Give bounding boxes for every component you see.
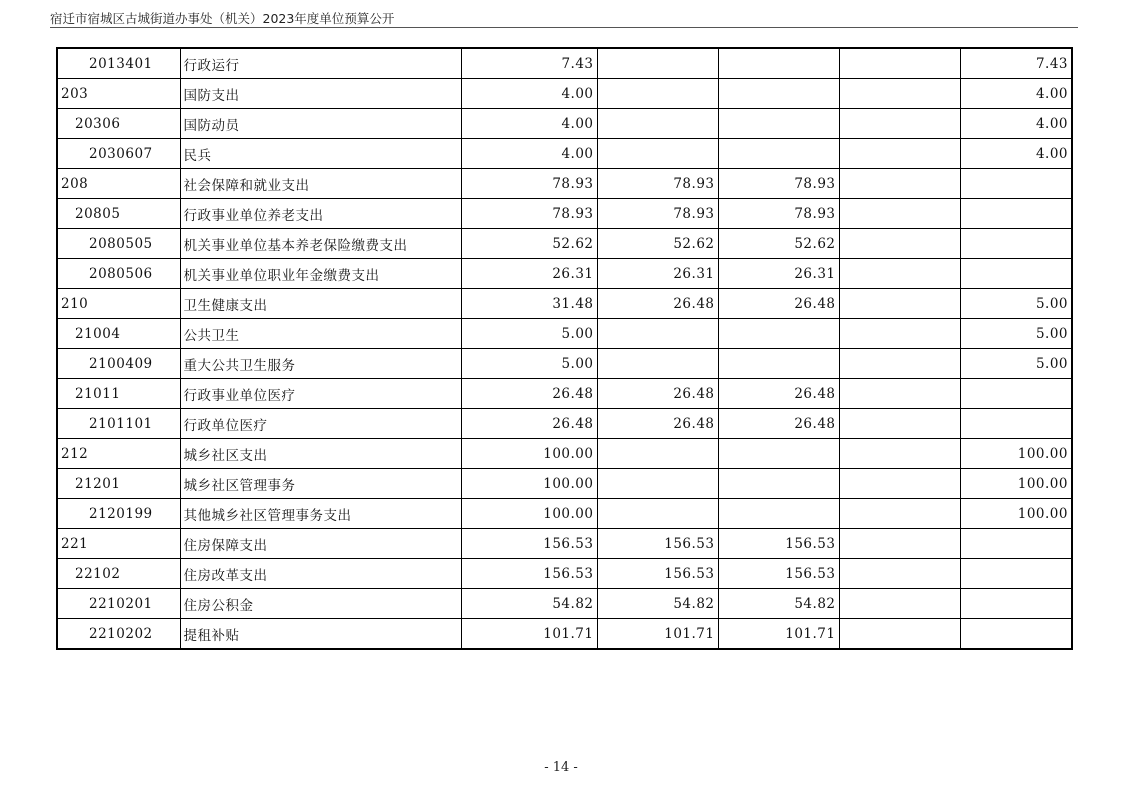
table-row bbox=[57, 589, 1072, 619]
cell-col-1 bbox=[597, 79, 718, 109]
cell-subject-code: 221 bbox=[57, 529, 180, 559]
cell-subject-code: 2120199 bbox=[57, 499, 180, 529]
cell-col-3 bbox=[839, 439, 960, 469]
cell-col-2 bbox=[718, 439, 839, 469]
cell-col-4: 100.00 bbox=[960, 439, 1072, 469]
cell-col-3 bbox=[839, 169, 960, 199]
cell-col-1 bbox=[597, 139, 718, 169]
cell-subject-name: 公共卫生 bbox=[180, 319, 461, 349]
table-row bbox=[57, 169, 1072, 199]
cell-col-2 bbox=[718, 349, 839, 379]
table-row bbox=[57, 79, 1072, 109]
cell-col-1: 26.48 bbox=[597, 289, 718, 319]
cell-col-2: 26.31 bbox=[718, 259, 839, 289]
table-row bbox=[57, 559, 1072, 589]
table-row bbox=[57, 409, 1072, 439]
cell-col-4 bbox=[960, 259, 1072, 289]
table-row bbox=[57, 319, 1072, 349]
cell-col-1 bbox=[597, 349, 718, 379]
cell-col-3 bbox=[839, 199, 960, 229]
cell-total: 52.62 bbox=[461, 229, 597, 259]
cell-col-2: 101.71 bbox=[718, 619, 839, 650]
cell-subject-name: 行政事业单位医疗 bbox=[180, 379, 461, 409]
cell-col-2: 26.48 bbox=[718, 409, 839, 439]
table-row bbox=[57, 48, 1072, 79]
cell-total: 26.31 bbox=[461, 259, 597, 289]
header-divider bbox=[50, 27, 1078, 28]
cell-col-1 bbox=[597, 469, 718, 499]
cell-col-1: 52.62 bbox=[597, 229, 718, 259]
cell-total: 31.48 bbox=[461, 289, 597, 319]
cell-col-3 bbox=[839, 259, 960, 289]
cell-subject-name: 卫生健康支出 bbox=[180, 289, 461, 319]
cell-total: 26.48 bbox=[461, 409, 597, 439]
cell-col-1 bbox=[597, 109, 718, 139]
cell-col-2 bbox=[718, 109, 839, 139]
cell-subject-code: 21201 bbox=[57, 469, 180, 499]
table-row bbox=[57, 229, 1072, 259]
cell-col-3 bbox=[839, 48, 960, 79]
cell-col-4 bbox=[960, 199, 1072, 229]
table-row bbox=[57, 619, 1072, 650]
cell-col-4: 100.00 bbox=[960, 469, 1072, 499]
cell-col-1: 101.71 bbox=[597, 619, 718, 650]
budget-table bbox=[56, 47, 1073, 650]
cell-col-4: 4.00 bbox=[960, 109, 1072, 139]
cell-subject-name: 民兵 bbox=[180, 139, 461, 169]
cell-col-3 bbox=[839, 319, 960, 349]
cell-subject-name: 行政运行 bbox=[180, 48, 461, 79]
cell-total: 7.43 bbox=[461, 48, 597, 79]
cell-col-2: 54.82 bbox=[718, 589, 839, 619]
cell-col-4: 4.00 bbox=[960, 79, 1072, 109]
cell-col-2: 26.48 bbox=[718, 289, 839, 319]
cell-total: 100.00 bbox=[461, 499, 597, 529]
cell-col-4: 4.00 bbox=[960, 139, 1072, 169]
cell-total: 4.00 bbox=[461, 109, 597, 139]
cell-col-1: 26.48 bbox=[597, 409, 718, 439]
cell-col-3 bbox=[839, 589, 960, 619]
cell-total: 156.53 bbox=[461, 529, 597, 559]
cell-col-1: 156.53 bbox=[597, 559, 718, 589]
cell-subject-code: 2030607 bbox=[57, 139, 180, 169]
cell-subject-code: 2210202 bbox=[57, 619, 180, 650]
cell-col-4 bbox=[960, 409, 1072, 439]
cell-col-4 bbox=[960, 379, 1072, 409]
cell-col-4 bbox=[960, 619, 1072, 650]
cell-col-4 bbox=[960, 529, 1072, 559]
cell-subject-code: 22102 bbox=[57, 559, 180, 589]
cell-col-1 bbox=[597, 439, 718, 469]
cell-col-2: 52.62 bbox=[718, 229, 839, 259]
cell-subject-name: 城乡社区支出 bbox=[180, 439, 461, 469]
cell-col-2: 78.93 bbox=[718, 199, 839, 229]
cell-col-2: 156.53 bbox=[718, 529, 839, 559]
cell-subject-code: 212 bbox=[57, 439, 180, 469]
cell-subject-code: 21004 bbox=[57, 319, 180, 349]
table-row bbox=[57, 349, 1072, 379]
table-row bbox=[57, 379, 1072, 409]
cell-subject-name: 提租补贴 bbox=[180, 619, 461, 650]
cell-total: 4.00 bbox=[461, 79, 597, 109]
cell-subject-code: 21011 bbox=[57, 379, 180, 409]
cell-subject-name: 国防支出 bbox=[180, 79, 461, 109]
cell-col-3 bbox=[839, 379, 960, 409]
cell-col-4: 100.00 bbox=[960, 499, 1072, 529]
cell-col-1: 78.93 bbox=[597, 169, 718, 199]
cell-subject-code: 2080505 bbox=[57, 229, 180, 259]
table-row bbox=[57, 259, 1072, 289]
cell-subject-name: 社会保障和就业支出 bbox=[180, 169, 461, 199]
cell-subject-code: 2013401 bbox=[57, 48, 180, 79]
cell-col-1: 54.82 bbox=[597, 589, 718, 619]
table-row bbox=[57, 199, 1072, 229]
cell-col-4: 5.00 bbox=[960, 349, 1072, 379]
cell-col-4 bbox=[960, 559, 1072, 589]
cell-total: 100.00 bbox=[461, 439, 597, 469]
cell-col-2 bbox=[718, 139, 839, 169]
cell-subject-code: 2101101 bbox=[57, 409, 180, 439]
cell-col-1 bbox=[597, 499, 718, 529]
cell-col-3 bbox=[839, 289, 960, 319]
cell-col-4: 5.00 bbox=[960, 319, 1072, 349]
cell-col-4: 5.00 bbox=[960, 289, 1072, 319]
table-row bbox=[57, 109, 1072, 139]
cell-total: 4.00 bbox=[461, 139, 597, 169]
cell-subject-code: 210 bbox=[57, 289, 180, 319]
cell-subject-name: 行政事业单位养老支出 bbox=[180, 199, 461, 229]
cell-col-1: 78.93 bbox=[597, 199, 718, 229]
cell-subject-code: 2080506 bbox=[57, 259, 180, 289]
cell-col-2 bbox=[718, 79, 839, 109]
cell-col-2: 78.93 bbox=[718, 169, 839, 199]
cell-col-3 bbox=[839, 469, 960, 499]
cell-col-3 bbox=[839, 499, 960, 529]
cell-col-2 bbox=[718, 319, 839, 349]
cell-col-3 bbox=[839, 559, 960, 589]
cell-col-3 bbox=[839, 529, 960, 559]
cell-col-4 bbox=[960, 589, 1072, 619]
cell-subject-code: 203 bbox=[57, 79, 180, 109]
cell-subject-code: 2210201 bbox=[57, 589, 180, 619]
cell-col-3 bbox=[839, 109, 960, 139]
cell-col-1 bbox=[597, 319, 718, 349]
cell-col-3 bbox=[839, 139, 960, 169]
cell-total: 78.93 bbox=[461, 169, 597, 199]
table-row bbox=[57, 499, 1072, 529]
cell-subject-name: 行政单位医疗 bbox=[180, 409, 461, 439]
table-row bbox=[57, 469, 1072, 499]
cell-col-3 bbox=[839, 79, 960, 109]
page-number: - 14 - bbox=[544, 760, 578, 775]
cell-col-3 bbox=[839, 229, 960, 259]
cell-subject-code: 208 bbox=[57, 169, 180, 199]
budget-table-body bbox=[57, 48, 1072, 649]
cell-subject-name: 其他城乡社区管理事务支出 bbox=[180, 499, 461, 529]
cell-subject-code: 20306 bbox=[57, 109, 180, 139]
cell-col-2: 156.53 bbox=[718, 559, 839, 589]
cell-col-3 bbox=[839, 349, 960, 379]
cell-col-2 bbox=[718, 499, 839, 529]
cell-total: 78.93 bbox=[461, 199, 597, 229]
cell-subject-code: 2100409 bbox=[57, 349, 180, 379]
table-row bbox=[57, 139, 1072, 169]
cell-total: 156.53 bbox=[461, 559, 597, 589]
cell-subject-name: 机关事业单位职业年金缴费支出 bbox=[180, 259, 461, 289]
cell-subject-name: 国防动员 bbox=[180, 109, 461, 139]
document-header: 宿迁市宿城区古城街道办事处（机关）2023年度单位预算公开 bbox=[50, 11, 395, 26]
table-row bbox=[57, 439, 1072, 469]
cell-total: 5.00 bbox=[461, 349, 597, 379]
cell-subject-name: 机关事业单位基本养老保险缴费支出 bbox=[180, 229, 461, 259]
table-row bbox=[57, 529, 1072, 559]
cell-total: 26.48 bbox=[461, 379, 597, 409]
cell-col-1: 26.31 bbox=[597, 259, 718, 289]
cell-subject-code: 20805 bbox=[57, 199, 180, 229]
cell-col-3 bbox=[839, 619, 960, 650]
cell-col-3 bbox=[839, 409, 960, 439]
cell-col-1: 26.48 bbox=[597, 379, 718, 409]
cell-subject-name: 城乡社区管理事务 bbox=[180, 469, 461, 499]
cell-col-1: 156.53 bbox=[597, 529, 718, 559]
cell-total: 100.00 bbox=[461, 469, 597, 499]
cell-col-2: 26.48 bbox=[718, 379, 839, 409]
cell-subject-name: 住房保障支出 bbox=[180, 529, 461, 559]
cell-subject-name: 住房公积金 bbox=[180, 589, 461, 619]
cell-subject-name: 住房改革支出 bbox=[180, 559, 461, 589]
cell-total: 101.71 bbox=[461, 619, 597, 650]
cell-total: 54.82 bbox=[461, 589, 597, 619]
cell-col-4 bbox=[960, 169, 1072, 199]
cell-col-4: 7.43 bbox=[960, 48, 1072, 79]
cell-total: 5.00 bbox=[461, 319, 597, 349]
table-row bbox=[57, 289, 1072, 319]
cell-col-2 bbox=[718, 48, 839, 79]
cell-col-4 bbox=[960, 229, 1072, 259]
cell-col-2 bbox=[718, 469, 839, 499]
cell-subject-name: 重大公共卫生服务 bbox=[180, 349, 461, 379]
cell-col-1 bbox=[597, 48, 718, 79]
